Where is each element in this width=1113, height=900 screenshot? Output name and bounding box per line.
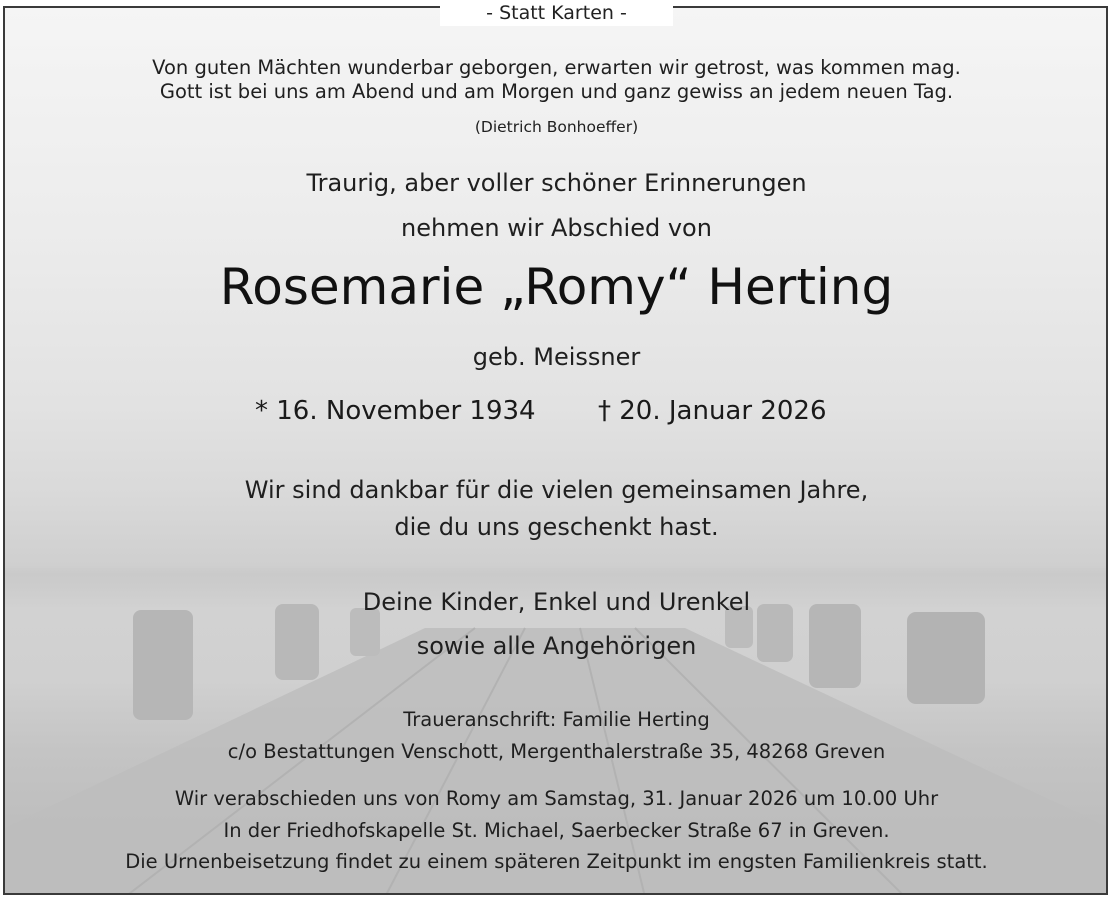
statt-karten-label: - Statt Karten -	[440, 0, 673, 26]
intro-line-2: nehmen wir Abschied von	[401, 214, 712, 242]
birth-date: * 16. November 1934	[255, 396, 536, 426]
service-line-3: Die Urnenbeisetzung findet zu einem späteren Zeitpunkt im engsten Familienkreis statt.	[125, 850, 988, 873]
service-line-1: Wir verabschieden uns von Romy am Samstag, 31. Januar 2026 um 10.00 Uhr	[174, 787, 939, 810]
gratitude-line-1: Wir sind dankbar für die vielen gemeinsamen Jahre,	[244, 476, 869, 504]
address-line-2: c/o Bestattungen Venschott, Mergenthalerstraße 35, 48268 Greven	[227, 740, 886, 763]
quote-line-2: Gott ist bei uns am Abend und am Morgen und ganz gewiss an jedem neuen Tag.	[159, 80, 954, 103]
deceased-name: Rosemarie „Romy“ Herting	[219, 258, 894, 316]
intro-line-1: Traurig, aber voller schöner Erinnerungen	[306, 169, 807, 197]
gratitude-line-2: die du uns geschenkt hast.	[394, 513, 719, 541]
mourners-line-2: sowie alle Angehörigen	[416, 632, 697, 660]
mourners-line-1: Deine Kinder, Enkel und Urenkel	[362, 588, 751, 616]
quote-line-1: Von guten Mächten wunderbar geborgen, erwarten wir getrost, was kommen mag.	[152, 56, 961, 79]
death-date: † 20. Januar 2026	[598, 396, 827, 426]
address-line-1: Traueranschrift: Familie Herting	[403, 708, 710, 731]
quote-author: (Dietrich Bonhoeffer)	[474, 118, 639, 136]
service-line-2: In der Friedhofskapelle St. Michael, Saerbecker Straße 67 in Greven.	[223, 819, 890, 842]
maiden-name: geb. Meissner	[472, 343, 641, 371]
